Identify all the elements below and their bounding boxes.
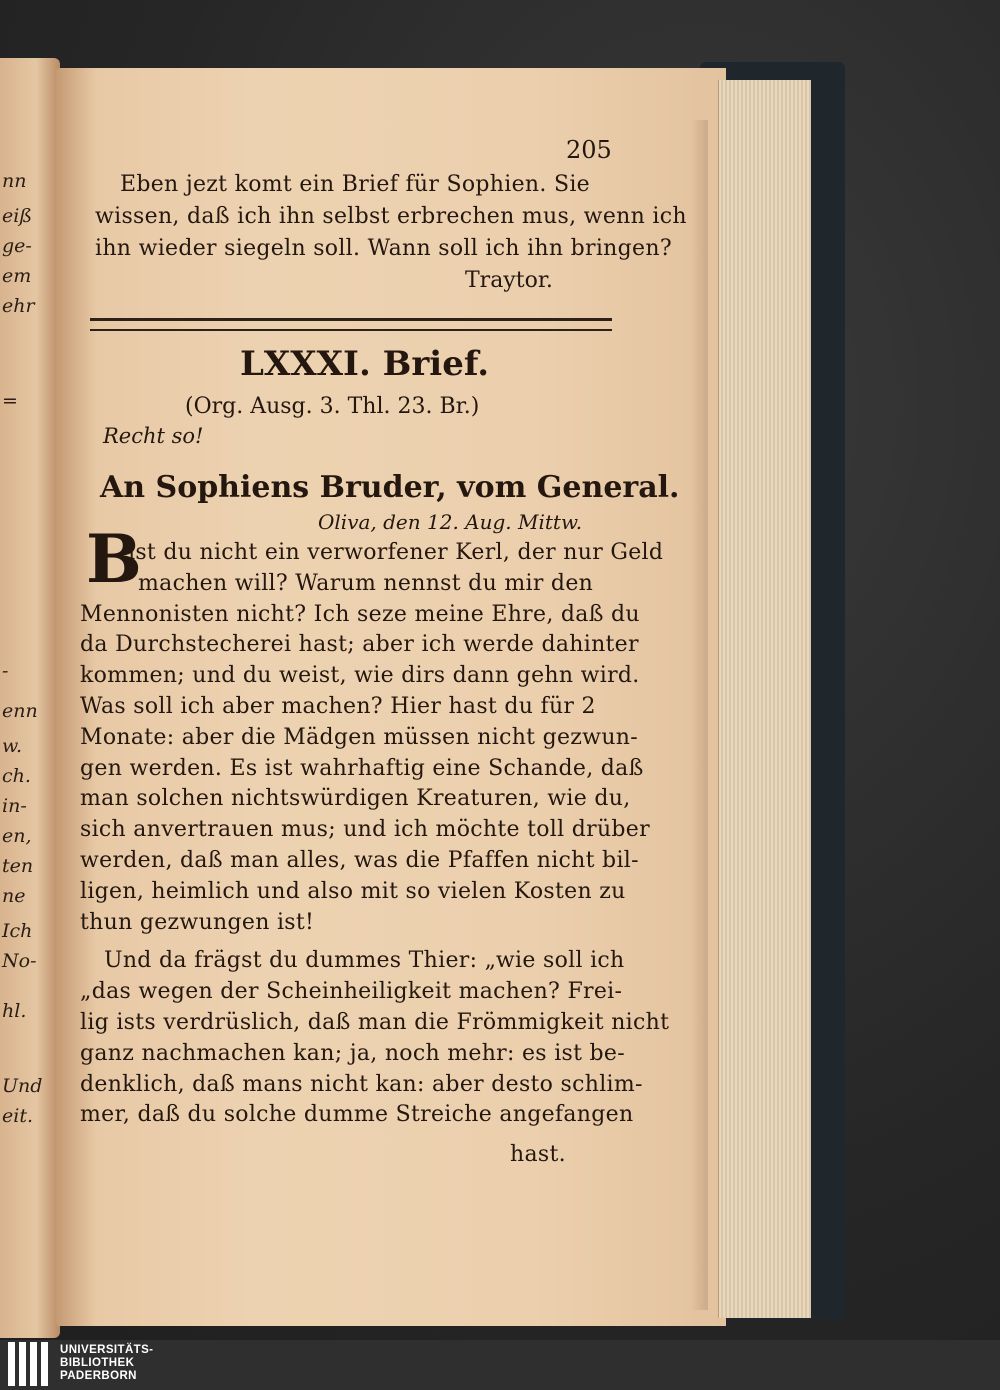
left-page-text-fragment: w. — [2, 735, 23, 757]
dateline: Oliva, den 12. Aug. Mittw. — [318, 510, 583, 534]
left-page-text-fragment: Ich — [2, 920, 33, 942]
left-page-text-fragment: in- — [2, 795, 27, 817]
body-line: Was soll ich aber machen? Hier hast du für 2 — [80, 694, 596, 719]
library-name — [60, 1344, 153, 1383]
body-line: Monate: aber die Mädgen müssen nicht gezwun- — [80, 724, 638, 750]
page-number: 205 — [566, 136, 612, 164]
body-line: denklich, daß mans nicht kan: aber desto schlim- — [80, 1071, 643, 1097]
body-line: „das wegen der Scheinheiligkeit machen? Frei- — [80, 979, 623, 1005]
left-page-text-fragment: eiß — [2, 205, 33, 227]
page-stack-edge — [718, 80, 811, 1318]
body-line: Und da frägst du dummes Thier: „wie soll ich — [104, 948, 625, 974]
letter-title: An Sophiens Bruder, vom General. — [100, 470, 680, 505]
body-line: sich anvertrauen mus; und ich möchte toll drüber — [80, 817, 650, 843]
margin-remark: Recht so! — [103, 424, 204, 448]
catchword: hast. — [510, 1142, 566, 1167]
left-page-text-fragment: enn — [2, 700, 38, 722]
left-page-text-fragment: ge- — [2, 235, 32, 257]
signature: Traytor. — [465, 268, 553, 293]
page-shadow — [690, 120, 708, 1310]
library-name-line: BIBLIOTHEK — [60, 1357, 135, 1369]
left-page-text-fragment: ne — [2, 885, 26, 907]
library-name-line: UNIVERSITÄTS- — [60, 1344, 154, 1356]
top-paragraph-line: Eben jezt komt ein Brief für Sophien. Sie — [120, 172, 590, 197]
left-page-text-fragment: nn — [2, 170, 27, 192]
left-page-text-fragment: ehr — [2, 295, 35, 317]
library-logo-icon — [8, 1342, 50, 1386]
body-line: werden, daß man alles, was die Pfaffen nicht bil- — [80, 848, 639, 873]
body-line: gen werden. Es ist wahrhaftig eine Schande, daß — [80, 755, 644, 781]
left-page-text-fragment: - — [2, 660, 9, 682]
body-line: thun gezwungen ist! — [80, 909, 315, 935]
body-line: kommen; und du weist, wie dirs dann gehn wird. — [80, 663, 640, 689]
body-line: ist du nicht ein verworfener Kerl, der nur Geld — [128, 540, 664, 565]
body-line: machen will? Warum nennst du mir den — [138, 570, 594, 596]
top-paragraph-line: ihn wieder siegeln soll. Wann soll ich ihn bringen? — [95, 236, 672, 261]
left-page-text-fragment: No- — [2, 950, 37, 972]
left-page-text-fragment: ch. — [2, 765, 31, 787]
left-page-text-fragment: Und — [2, 1075, 43, 1097]
left-page-text-fragment: em — [2, 265, 32, 287]
letter-heading: LXXXI. Brief. — [240, 344, 490, 384]
left-page-text-fragment: hl. — [2, 1000, 27, 1022]
body-line: mer, daß du solche dumme Streiche angefangen — [80, 1102, 634, 1128]
library-name-line: PADERBORN — [60, 1370, 137, 1382]
left-page-text-fragment: eit. — [2, 1105, 33, 1127]
body-line: da Durchstecherei hast; aber ich werde dahinter — [80, 632, 639, 658]
drop-cap: B — [86, 520, 142, 598]
body-line: ligen, heimlich und also mit so vielen Kosten zu — [80, 878, 626, 904]
left-page-fragment — [0, 58, 60, 1338]
left-page-text-fragment: ten — [2, 855, 34, 877]
body-line: Mennonisten nicht? Ich seze meine Ehre, daß du — [80, 601, 640, 627]
letter-subheading: (Org. Ausg. 3. Thl. 23. Br.) — [185, 394, 480, 419]
body-line: lig ists verdrüslich, daß man die Frömmigkeit nicht — [80, 1010, 670, 1035]
body-line: ganz nachmachen kan; ja, noch mehr: es ist be- — [80, 1040, 625, 1066]
section-divider — [90, 318, 612, 331]
body-line: man solchen nichtswürdigen Kreaturen, wie du, — [80, 786, 631, 812]
left-page-text-fragment: en, — [2, 825, 32, 847]
top-paragraph-line: wissen, daß ich ihn selbst erbrechen mus, wenn ich — [95, 204, 687, 229]
left-page-text-fragment: = — [2, 390, 18, 412]
